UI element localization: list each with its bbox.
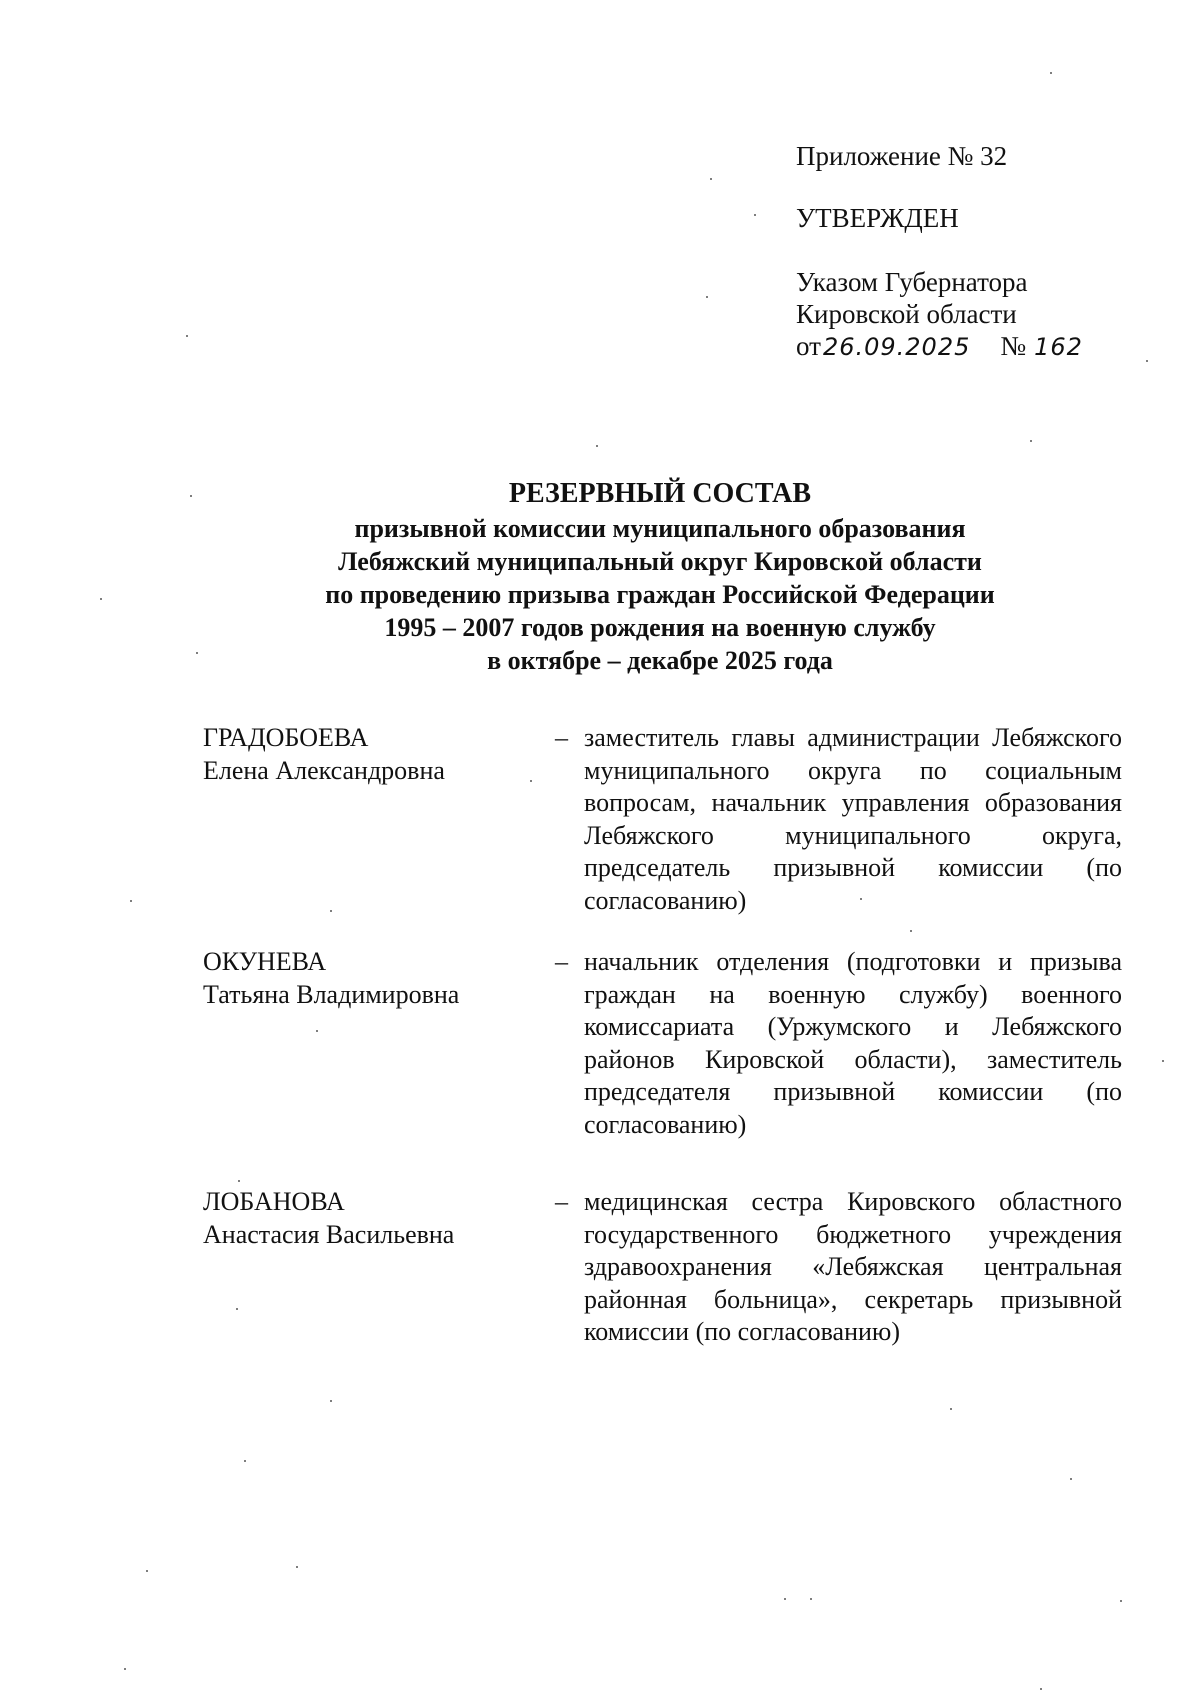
members-list bbox=[203, 722, 1123, 1410]
approved-label: УТВЕРЖДЕН bbox=[796, 203, 959, 233]
scan-speck bbox=[196, 652, 198, 654]
scan-speck bbox=[1050, 72, 1052, 74]
member-role: заместитель главы администрации Лебяжского муниципального округа по социальным вопросам, начальник управления образования Лебяжского муниципального округа, председатель призывной комиссии (по согласованию) bbox=[584, 723, 1122, 915]
member-entry bbox=[203, 722, 1123, 946]
member-dash: – bbox=[555, 1187, 568, 1216]
member-role: медицинская сестра Кировского областного государственного бюджетного учреждения здравоохранения «Лебяжская центральная районная больница», секретарь призывной комиссии (по согласованию) bbox=[584, 1187, 1122, 1346]
member-surname: ГРАДОБОЕВА bbox=[203, 723, 369, 752]
approval-block bbox=[796, 140, 1156, 363]
scan-speck bbox=[530, 780, 532, 782]
title-line-3: Лебяжский муниципальный округ Кировской области bbox=[338, 547, 982, 576]
scan-speck bbox=[710, 178, 712, 180]
scan-speck bbox=[1146, 360, 1148, 362]
member-name bbox=[203, 1186, 533, 1251]
member-surname: ЛОБАНОВА bbox=[203, 1187, 345, 1216]
member-entry bbox=[203, 946, 1123, 1186]
scan-speck bbox=[296, 1566, 298, 1568]
document-title bbox=[160, 476, 1160, 677]
scan-speck bbox=[236, 1308, 238, 1310]
scan-speck bbox=[1120, 1600, 1122, 1602]
scan-speck bbox=[130, 900, 132, 902]
scan-speck bbox=[810, 1598, 812, 1600]
member-role: начальник отделения (подготовки и призыва граждан на военную службу) военного комиссариата (Уржумского и Лебяжского районов Кировской области), заместитель председателя призывной комиссии (по согласованию) bbox=[584, 947, 1122, 1139]
approved-by-line2: Кировской области bbox=[796, 299, 1017, 329]
member-name bbox=[203, 722, 533, 787]
scan-speck bbox=[910, 930, 912, 932]
scan-speck bbox=[146, 1570, 148, 1572]
scan-speck bbox=[244, 1460, 246, 1462]
member-given-names: Елена Александровна bbox=[203, 755, 445, 785]
scan-speck bbox=[100, 598, 102, 600]
member-given-names: Анастасия Васильевна bbox=[203, 1219, 455, 1249]
scan-speck bbox=[1040, 1688, 1042, 1690]
title-line-4: по проведению призыва граждан Российской Федерации bbox=[325, 580, 995, 609]
number-label: № bbox=[1000, 331, 1027, 361]
scan-speck bbox=[186, 335, 188, 337]
scan-speck bbox=[784, 1598, 786, 1600]
handwritten-number: 162 bbox=[1034, 333, 1083, 361]
appendix-label: Приложение № 32 bbox=[796, 141, 1008, 171]
scan-speck bbox=[1070, 1478, 1072, 1480]
scan-speck bbox=[1162, 1060, 1164, 1062]
title-line-1: РЕЗЕРВНЫЙ СОСТАВ bbox=[508, 478, 812, 509]
handwritten-date: 26.09.2025 bbox=[822, 333, 971, 361]
member-dash: – bbox=[555, 723, 568, 752]
decree-date-line bbox=[796, 330, 1156, 363]
scan-speck bbox=[316, 1030, 318, 1032]
scan-speck bbox=[860, 898, 862, 900]
member-entry bbox=[203, 1186, 1123, 1410]
title-line-2: призывной комиссии муниципального образования bbox=[354, 514, 966, 543]
approved-by-line1: Указом Губернатора bbox=[796, 267, 1028, 297]
scan-speck bbox=[754, 214, 756, 216]
scan-speck bbox=[330, 910, 332, 912]
date-prefix: от bbox=[796, 331, 821, 361]
member-given-names: Татьяна Владимировна bbox=[203, 979, 460, 1009]
scan-speck bbox=[596, 445, 598, 447]
title-line-5: 1995 – 2007 годов рождения на военную службу bbox=[384, 613, 936, 642]
scan-speck bbox=[330, 1400, 332, 1402]
scan-speck bbox=[190, 495, 192, 497]
scan-speck bbox=[1030, 440, 1032, 442]
scan-speck bbox=[706, 296, 708, 298]
member-name bbox=[203, 946, 533, 1011]
scan-speck bbox=[124, 1668, 126, 1670]
title-line-6: в октябре – декабре 2025 года bbox=[487, 646, 833, 675]
member-surname: ОКУНЕВА bbox=[203, 947, 327, 976]
scan-speck bbox=[950, 1408, 952, 1410]
scan-speck bbox=[238, 1180, 240, 1182]
member-dash: – bbox=[555, 947, 568, 976]
